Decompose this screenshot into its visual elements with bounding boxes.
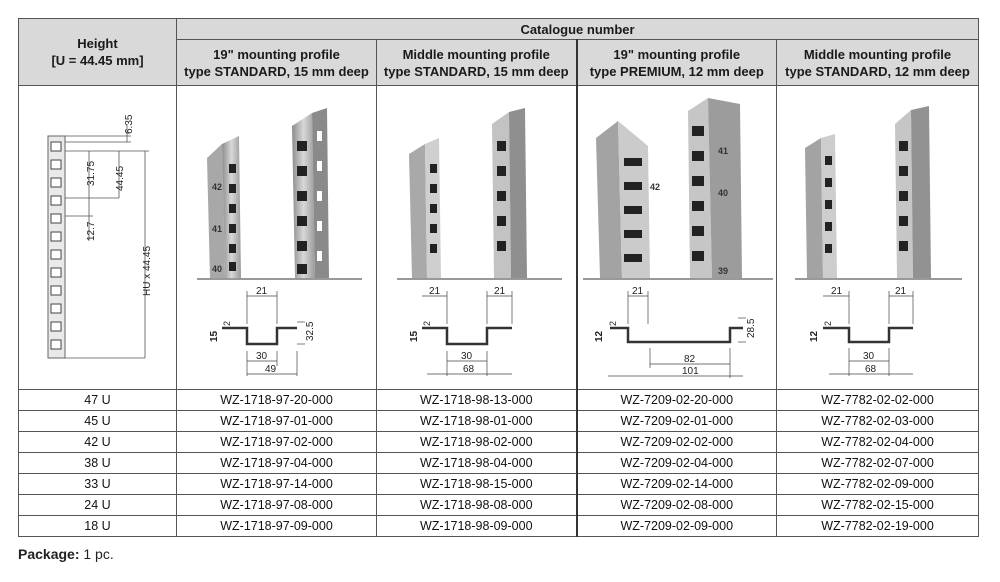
height-cell: 42 U (19, 432, 177, 453)
section-w2-4: 30 (863, 351, 875, 362)
catalogue-table (18, 18, 979, 537)
column-1-title: 19" mounting profile (213, 46, 340, 62)
section-w2-1: 30 (256, 351, 268, 362)
column-header-2 (377, 40, 577, 86)
section-w3-3: 101 (681, 366, 699, 377)
height-unit: [U = 44.45 mm] (51, 53, 144, 68)
catalogue-cell: WZ-7782-02-04-000 (777, 432, 979, 453)
catalogue-cell: WZ-7782-02-09-000 (777, 474, 979, 495)
package-label: Package: (18, 546, 80, 562)
section-h-3: 28.5 (745, 318, 757, 338)
catalogue-cell: WZ-1718-98-08-000 (377, 495, 577, 516)
catalogue-cell: WZ-1718-97-02-000 (177, 432, 377, 453)
dim-c-label: 12.7 (86, 221, 97, 241)
catalogue-cell: WZ-7209-02-02-000 (577, 432, 777, 453)
catalogue-cell: WZ-1718-97-08-000 (177, 495, 377, 516)
catalogue-cell: WZ-7209-02-01-000 (577, 411, 777, 432)
catalogue-cell: WZ-1718-98-02-000 (377, 432, 577, 453)
section-w2-3: 82 (683, 354, 695, 365)
table-row (19, 432, 979, 453)
profile-image-1 (177, 86, 377, 389)
table-row (19, 411, 979, 432)
section-w3-2: 68 (463, 364, 475, 375)
profile-image-cell-3 (577, 86, 777, 390)
catalogue-cell: WZ-1718-98-01-000 (377, 411, 577, 432)
catalogue-cell: WZ-7209-02-04-000 (577, 453, 777, 474)
section-depth-4: 12 (809, 330, 820, 342)
section-small-4: 2 (823, 320, 833, 326)
unit-label-40: 40 (212, 264, 223, 274)
unit-label-40b: 40 (717, 188, 728, 198)
column-header-1 (177, 40, 377, 86)
catalogue-cell: WZ-7782-02-03-000 (777, 411, 979, 432)
catalogue-cell: WZ-1718-97-09-000 (177, 516, 377, 537)
catalogue-cell: WZ-7782-02-02-000 (777, 390, 979, 411)
catalogue-cell: WZ-7782-02-15-000 (777, 495, 979, 516)
section-depth-3: 12 (593, 330, 605, 342)
section-small-3: 2 (607, 320, 618, 326)
catalogue-cell: WZ-7209-02-20-000 (577, 390, 777, 411)
height-header (19, 19, 177, 86)
section-w3-4: 68 (865, 364, 877, 375)
height-cell: 18 U (19, 516, 177, 537)
catalogue-cell: WZ-7209-02-14-000 (577, 474, 777, 495)
catalogue-cell: WZ-7209-02-09-000 (577, 516, 777, 537)
table-row (19, 495, 979, 516)
section-w1-2: 21 (429, 286, 441, 297)
package-note (18, 546, 114, 562)
table-row (19, 516, 979, 537)
catalogue-cell: WZ-1718-98-09-000 (377, 516, 577, 537)
height-diagram-cell (19, 86, 177, 390)
catalogue-cell: WZ-1718-98-13-000 (377, 390, 577, 411)
table-row (19, 390, 979, 411)
catalogue-cell: WZ-1718-97-04-000 (177, 453, 377, 474)
column-2-title: Middle mounting profile (402, 46, 550, 62)
section-depth-2: 15 (409, 330, 420, 342)
dim-a-label: 31.75 (86, 160, 97, 186)
catalogue-cell: WZ-1718-97-01-000 (177, 411, 377, 432)
profile-image-4 (777, 86, 979, 389)
section-small-2: 2 (422, 320, 432, 326)
catalogue-cell: WZ-7782-02-19-000 (777, 516, 979, 537)
height-title: Height (77, 36, 118, 51)
table-row (19, 474, 979, 495)
height-cell: 33 U (19, 474, 177, 495)
dim-b-label: 44.45 (115, 165, 126, 191)
package-value: 1 pc. (83, 546, 114, 562)
section-w1b-2: 21 (494, 286, 506, 297)
catalogue-cell: WZ-7209-02-08-000 (577, 495, 777, 516)
height-cell: 24 U (19, 495, 177, 516)
section-w1b-4: 21 (895, 286, 907, 297)
profile-image-2 (377, 86, 577, 389)
profile-image-3 (578, 86, 778, 389)
profile-image-cell-4 (777, 86, 979, 390)
column-3-subtitle: type PREMIUM, 12 mm deep (589, 63, 764, 79)
height-cell: 47 U (19, 390, 177, 411)
section-depth-1: 15 (209, 330, 220, 342)
column-header-3 (577, 40, 777, 86)
table-row (19, 453, 979, 474)
column-4-title: Middle mounting profile (803, 46, 952, 62)
section-h-1: 32.5 (305, 321, 316, 341)
section-w1-4: 21 (831, 286, 843, 297)
unit-label-39b: 39 (717, 266, 728, 276)
catalogue-number-header: Catalogue number (177, 19, 979, 40)
catalogue-cell: WZ-1718-98-15-000 (377, 474, 577, 495)
unit-label-42b: 42 (649, 182, 660, 192)
profile-image-cell-2 (377, 86, 577, 390)
catalogue-cell: WZ-7782-02-07-000 (777, 453, 979, 474)
unit-label-42: 42 (212, 182, 223, 192)
height-diagram (19, 86, 177, 389)
column-1-subtitle: type STANDARD, 15 mm deep (184, 63, 369, 79)
dim-top-label: 6.35 (124, 114, 135, 134)
catalogue-cell: WZ-1718-97-20-000 (177, 390, 377, 411)
column-4-subtitle: type STANDARD, 12 mm deep (785, 63, 970, 79)
dim-hu-label: HU x 44.45 (142, 245, 153, 296)
height-cell: 45 U (19, 411, 177, 432)
column-header-4 (777, 40, 979, 86)
profile-image-cell-1 (177, 86, 377, 390)
column-2-subtitle: type STANDARD, 15 mm deep (383, 63, 569, 79)
catalogue-cell: WZ-1718-97-14-000 (177, 474, 377, 495)
section-w3-1: 49 (265, 364, 277, 375)
section-w2-2: 30 (461, 351, 473, 362)
unit-label-41: 41 (212, 224, 223, 234)
height-cell: 38 U (19, 453, 177, 474)
section-small-1: 2 (222, 320, 232, 326)
column-3-title: 19" mounting profile (613, 46, 741, 62)
section-w1-1: 21 (256, 286, 268, 297)
unit-label-41b: 41 (717, 146, 728, 156)
catalogue-cell: WZ-1718-98-04-000 (377, 453, 577, 474)
section-w1-3: 21 (631, 286, 643, 297)
